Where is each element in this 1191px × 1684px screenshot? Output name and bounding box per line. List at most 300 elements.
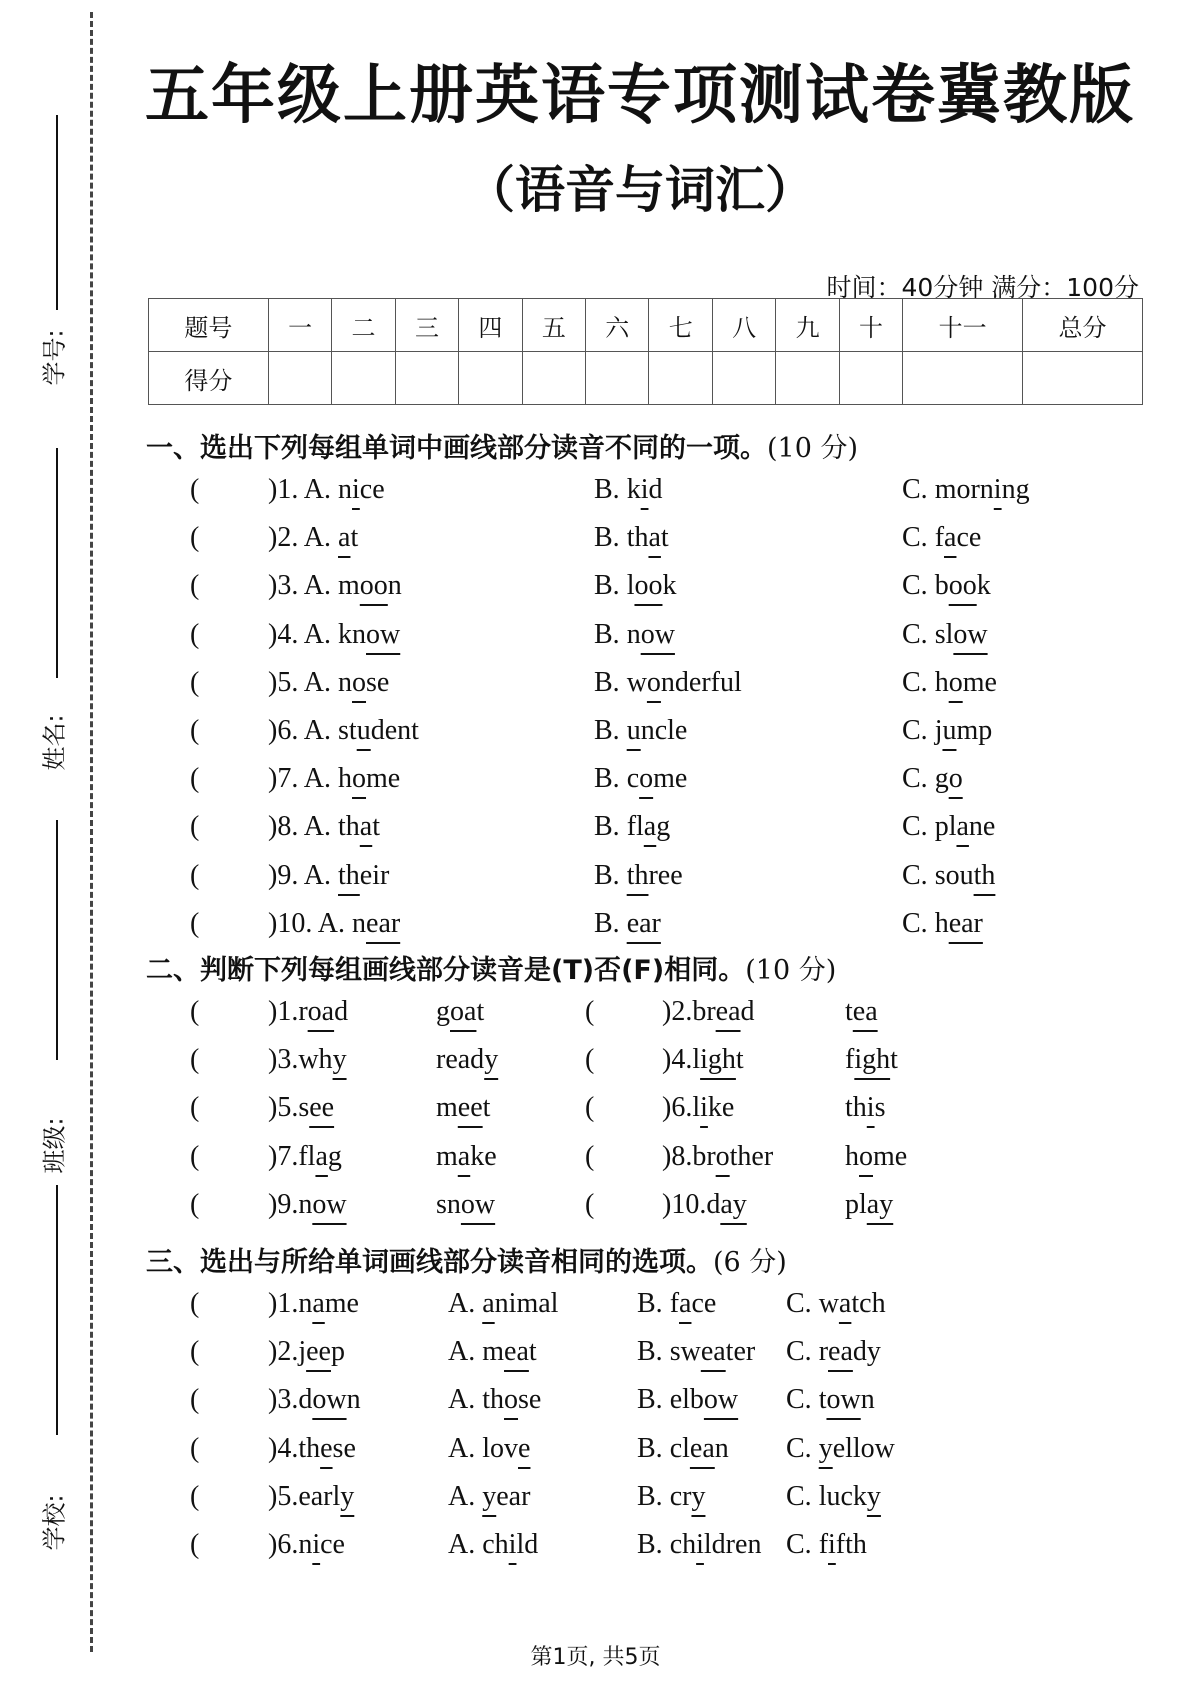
score-cell[interactable] — [903, 352, 1023, 405]
word: C. home — [902, 666, 997, 698]
score-table-header-row — [149, 299, 1143, 352]
word: down — [298, 1384, 361, 1416]
underlined-part: ea — [828, 1336, 853, 1368]
question-number: )1.road — [268, 996, 349, 1027]
word: A. nose — [303, 666, 390, 698]
underlined-part: a — [338, 522, 351, 554]
answer-blank[interactable]: ( — [190, 1140, 200, 1172]
word: make — [436, 1140, 497, 1172]
answer-blank[interactable]: ( — [190, 811, 200, 843]
question-number: )10. A. near — [268, 907, 401, 939]
option-letter: C. — [902, 522, 935, 554]
word: B. flag — [594, 811, 671, 843]
option-letter: A. — [303, 811, 339, 843]
underlined-part: y — [340, 1480, 355, 1512]
question-number: )5.early — [268, 1480, 355, 1512]
compare-word — [436, 1141, 497, 1173]
score-column-header: 十一 — [903, 299, 1023, 352]
underlined-part: a — [648, 522, 661, 554]
word: A. animal — [448, 1288, 559, 1319]
underlined-part: ea — [715, 996, 741, 1027]
word: tea — [845, 996, 878, 1027]
option-letter: C. — [786, 1432, 819, 1464]
option-letter: C. — [786, 1384, 819, 1416]
word: A. know — [303, 618, 401, 650]
underlined-part: y — [482, 1480, 497, 1512]
answer-blank[interactable]: ( — [190, 996, 200, 1027]
side-field-label: 学校: — [40, 1494, 69, 1551]
underlined-part: i — [993, 474, 1002, 505]
question-number: )8.brother — [662, 1140, 774, 1172]
option-letter: C. — [786, 1529, 819, 1560]
word: B. look — [594, 570, 677, 602]
fill-in-line[interactable] — [56, 115, 58, 310]
option-b — [594, 619, 675, 651]
score-column-header: 十 — [839, 299, 902, 352]
word: home — [845, 1140, 908, 1172]
question-number: )9.now — [268, 1188, 347, 1220]
question-number: )6. A. student — [268, 715, 419, 746]
score-cell[interactable] — [268, 352, 331, 405]
option-letter: B. — [637, 1336, 670, 1368]
word: day — [706, 1188, 747, 1220]
option-letter: B. — [637, 1288, 670, 1319]
word: C. book — [902, 570, 991, 602]
answer-blank[interactable]: ( — [190, 474, 200, 505]
option-letter: B. — [594, 522, 627, 554]
section-points: (10 分) — [745, 955, 837, 986]
question-number: )5.see — [268, 1092, 335, 1124]
word: play — [845, 1188, 894, 1220]
option-letter: A. — [303, 570, 339, 602]
option-letter: A. — [448, 1288, 483, 1319]
word: C. face — [902, 522, 982, 554]
word: C. south — [902, 859, 996, 891]
option-b — [594, 715, 687, 747]
fill-in-line[interactable] — [56, 448, 58, 678]
side-field-label: 班级: — [40, 1117, 69, 1174]
score-cell[interactable] — [1023, 352, 1143, 405]
underlined-part: u — [356, 715, 371, 746]
score-header-label: 题号 — [149, 299, 269, 352]
option-c — [786, 1288, 886, 1320]
answer-blank[interactable]: ( — [190, 1044, 200, 1076]
word: B. come — [594, 763, 688, 795]
option-letter: B. — [637, 1384, 670, 1416]
score-cell[interactable] — [586, 352, 649, 405]
question-number: )8. A. that — [268, 811, 381, 843]
answer-blank[interactable]: ( — [585, 1140, 595, 1172]
underlined-part: ear — [948, 907, 983, 939]
underlined-part: o — [646, 666, 661, 698]
word: ready — [436, 1044, 499, 1076]
answer-blank[interactable]: ( — [190, 1480, 200, 1512]
question-number: )5. A. nose — [268, 666, 390, 698]
word: A. near — [317, 907, 401, 939]
word: A. love — [448, 1432, 531, 1464]
page-subtitle: （语音与词汇） — [465, 161, 815, 219]
underlined-part: oa — [450, 996, 477, 1027]
underlined-part: a — [315, 1140, 328, 1172]
question-number: )2. A. at — [268, 522, 359, 554]
answer-blank[interactable]: ( — [190, 1529, 200, 1560]
side-field-label: 姓名: — [40, 714, 69, 771]
word: C. lucky — [786, 1480, 881, 1512]
word: A. student — [303, 715, 419, 746]
word: A. home — [303, 763, 401, 795]
underlined-part: th — [973, 859, 996, 891]
answer-blank[interactable]: ( — [190, 618, 200, 650]
word: now — [298, 1188, 347, 1220]
option-letter: A. — [448, 1529, 483, 1560]
word: C. morning — [902, 474, 1030, 505]
word: C. yellow — [786, 1432, 895, 1464]
option-b — [637, 1384, 738, 1416]
question-number: )9. A. their — [268, 859, 390, 891]
word: brother — [692, 1140, 774, 1172]
option-letter: B. — [594, 859, 627, 891]
score-column-header: 三 — [395, 299, 458, 352]
score-cell[interactable] — [776, 352, 839, 405]
underlined-part: o — [948, 763, 963, 795]
answer-blank[interactable]: ( — [190, 1288, 200, 1319]
word: C. plane — [902, 811, 996, 843]
option-letter: A. — [303, 666, 339, 698]
underlined-part: a — [359, 811, 373, 843]
word: meet — [436, 1092, 491, 1124]
option-letter: A. — [303, 715, 339, 746]
word: A. moon — [303, 570, 402, 602]
underlined-part: ow — [312, 1188, 347, 1220]
underlined-part: ee — [309, 1092, 335, 1124]
question-number: )4.these — [268, 1432, 356, 1464]
question-number: )1. A. nice — [268, 474, 385, 505]
answer-blank[interactable]: ( — [190, 1336, 200, 1368]
answer-blank[interactable]: ( — [585, 1188, 595, 1220]
score-cell[interactable] — [839, 352, 902, 405]
compare-word — [845, 996, 878, 1028]
underlined-part: ear — [626, 907, 661, 939]
option-letter: B. — [594, 763, 627, 795]
score-cell[interactable] — [712, 352, 775, 405]
underlined-part: ea — [689, 1432, 715, 1464]
option-c — [786, 1384, 875, 1416]
underlined-part: y — [484, 1044, 499, 1076]
word — [594, 908, 661, 939]
option-letter: C. — [902, 907, 935, 939]
score-column-header: 七 — [649, 299, 712, 352]
option-letter: C. — [902, 474, 935, 505]
score-cell[interactable] — [459, 352, 522, 405]
option-letter: A. — [303, 859, 339, 891]
section-title: 一、选出下列每组单词中画线部分读音不同的一项。(10 分) — [146, 433, 859, 464]
section-points: (6 分) — [713, 1247, 787, 1278]
word: A. meat — [448, 1336, 537, 1368]
option-a — [448, 1336, 537, 1368]
option-b — [637, 1288, 716, 1320]
question-number: )7.flag — [268, 1140, 342, 1172]
compare-word — [436, 1189, 495, 1221]
underlined-part: th — [338, 859, 360, 891]
word: fight — [845, 1044, 898, 1076]
underlined-part: ea — [852, 996, 878, 1027]
side-field-label: 学号: — [40, 329, 69, 386]
answer-blank[interactable]: ( — [190, 907, 200, 939]
option-letter: B. — [594, 907, 627, 939]
option-letter: B. — [594, 570, 627, 602]
option-letter: A. — [448, 1432, 483, 1464]
underlined-part: o — [639, 763, 654, 795]
score-cell[interactable] — [395, 352, 458, 405]
underlined-part: a — [944, 522, 957, 554]
question-number: )2.bread — [662, 996, 755, 1027]
option-c — [786, 1336, 881, 1368]
underlined-part: ow — [953, 618, 988, 650]
question-number: )2.jeep — [268, 1336, 345, 1368]
compare-word — [436, 1092, 490, 1124]
option-c — [786, 1433, 895, 1465]
word: nice — [298, 1529, 345, 1560]
underlined-part: a — [643, 811, 657, 843]
option-letter: B. — [594, 811, 627, 843]
word: B. that — [594, 522, 669, 554]
underlined-part: o — [859, 1140, 873, 1172]
word: B. sweater — [637, 1336, 756, 1368]
question-number: )6.nice — [268, 1529, 345, 1560]
option-letter: A. — [317, 907, 353, 939]
option-b — [637, 1336, 755, 1368]
option-b — [594, 908, 661, 940]
underlined-part: ea — [504, 1336, 529, 1368]
answer-blank[interactable]: ( — [190, 715, 200, 746]
underlined-part: oa — [307, 996, 335, 1027]
option-b — [594, 860, 683, 892]
score-cell[interactable] — [649, 352, 712, 405]
option-letter: C. — [786, 1480, 819, 1512]
word: A. those — [448, 1384, 542, 1416]
word: A. their — [303, 859, 390, 891]
time-and-score-info: 时间：40分钟 满分：100分 — [826, 273, 1139, 302]
option-c — [902, 474, 1030, 506]
section-title: 二、判断下列每组画线部分读音是(T)否(F)相同。(10 分) — [146, 955, 837, 986]
option-a — [448, 1529, 538, 1561]
underlined-part: i — [508, 1529, 517, 1560]
underlined-part: u — [942, 715, 957, 746]
underlined-part: ow — [640, 618, 675, 650]
compare-word — [436, 996, 484, 1028]
question-number: )4. A. know — [268, 618, 401, 650]
word: B. three — [594, 859, 683, 891]
word: see — [298, 1092, 335, 1124]
binding-dashed-line — [90, 12, 93, 1652]
underlined-part: u — [626, 715, 641, 746]
underlined-part: oo — [634, 570, 663, 602]
underlined-part: o — [504, 1384, 519, 1416]
underlined-part: y — [332, 1044, 347, 1076]
option-letter: C. — [902, 715, 935, 746]
question-number: )4.light — [662, 1044, 744, 1076]
word: this — [845, 1092, 886, 1124]
option-letter: A. — [448, 1384, 483, 1416]
option-c — [902, 811, 995, 843]
underlined-part: ow — [366, 618, 401, 650]
underlined-part: ow — [826, 1384, 861, 1416]
compare-word — [436, 1044, 498, 1076]
underlined-part: ow — [703, 1384, 739, 1416]
word: flag — [298, 1140, 342, 1172]
word: road — [298, 996, 349, 1027]
option-letter: C. — [786, 1336, 819, 1368]
underlined-part: y — [866, 1480, 881, 1512]
word: C. go — [902, 763, 963, 795]
word: A. nice — [303, 474, 385, 505]
question-number: )10.day — [662, 1188, 747, 1220]
answer-blank[interactable]: ( — [585, 1092, 595, 1124]
underlined-part: igh — [700, 1044, 736, 1076]
score-column-header: 二 — [332, 299, 395, 352]
word: like — [692, 1092, 735, 1124]
score-table-score-row — [149, 352, 1143, 405]
option-c — [902, 619, 988, 651]
underlined-part: e — [518, 1432, 531, 1464]
underlined-part: ee — [457, 1092, 483, 1124]
option-c — [786, 1481, 881, 1513]
section-title: 三、选出与所给单词画线部分读音相同的选项。(6 分) — [146, 1247, 787, 1278]
compare-word — [845, 1044, 898, 1076]
word: bread — [692, 996, 755, 1027]
option-c — [902, 570, 991, 602]
option-letter: C. — [902, 859, 935, 891]
answer-blank[interactable]: ( — [190, 522, 200, 554]
underlined-part: i — [640, 474, 649, 505]
option-a — [448, 1433, 530, 1465]
option-b — [637, 1433, 729, 1465]
word: B. face — [637, 1288, 717, 1319]
question-number: )7. A. home — [268, 763, 401, 795]
underlined-part: i — [696, 1529, 704, 1560]
underlined-part: oo — [948, 570, 977, 602]
compare-word — [845, 1189, 893, 1221]
option-letter: B. — [594, 666, 627, 698]
option-letter: A. — [448, 1336, 483, 1368]
word: C. watch — [786, 1288, 886, 1319]
option-a — [448, 1481, 530, 1513]
option-letter: B. — [637, 1480, 670, 1512]
word: C. slow — [902, 618, 988, 650]
underlined-part: i — [866, 1092, 875, 1124]
word: B. cry — [637, 1480, 706, 1512]
answer-blank[interactable]: ( — [585, 1044, 595, 1076]
underlined-part: i — [352, 474, 360, 505]
option-c — [902, 522, 981, 554]
score-table — [148, 298, 1143, 405]
score-column-header: 五 — [522, 299, 585, 352]
word: name — [298, 1288, 359, 1319]
option-letter: A. — [303, 763, 339, 795]
score-column-header: 四 — [459, 299, 522, 352]
fill-in-line[interactable] — [56, 1185, 58, 1435]
option-b — [637, 1481, 705, 1513]
fill-in-line[interactable] — [56, 820, 58, 1060]
underlined-part: i — [700, 1092, 708, 1124]
question-number: )3. A. moon — [268, 570, 402, 602]
option-b — [594, 811, 670, 843]
question-number: )3.why — [268, 1044, 347, 1076]
score-row-label: 得分 — [149, 352, 269, 405]
underlined-part: o — [352, 763, 367, 795]
word: A. year — [448, 1480, 531, 1512]
score-column-header: 九 — [776, 299, 839, 352]
underlined-part: e — [320, 1432, 333, 1464]
option-letter: C. — [786, 1288, 819, 1319]
word: goat — [436, 996, 485, 1027]
underlined-part: a — [679, 1288, 692, 1319]
answer-blank[interactable]: ( — [190, 1188, 200, 1220]
option-a — [448, 1384, 541, 1416]
option-letter: A. — [448, 1480, 483, 1512]
option-b — [594, 763, 687, 795]
option-b — [594, 522, 669, 554]
word: B. uncle — [594, 715, 688, 746]
section-points: (10 分) — [767, 433, 859, 464]
answer-blank[interactable]: ( — [190, 763, 200, 795]
answer-blank[interactable]: ( — [190, 1432, 200, 1464]
score-column-header: 六 — [586, 299, 649, 352]
option-b — [594, 667, 742, 699]
option-c — [902, 715, 992, 747]
underlined-part: o — [352, 666, 367, 698]
option-letter: C. — [902, 811, 935, 843]
option-letter: A. — [303, 618, 339, 650]
option-letter: C. — [902, 618, 935, 650]
word: C. jump — [902, 715, 993, 746]
word: early — [298, 1480, 355, 1512]
underlined-part: igh — [854, 1044, 891, 1076]
underlined-part: a — [312, 1288, 325, 1319]
underlined-part: i — [828, 1529, 836, 1560]
word: B. wonderful — [594, 666, 742, 698]
option-c — [902, 860, 995, 892]
option-c — [902, 908, 983, 940]
option-b — [594, 570, 676, 602]
score-cell[interactable] — [332, 352, 395, 405]
word: B. children — [637, 1529, 762, 1560]
question-number: )6.like — [662, 1092, 735, 1124]
answer-blank[interactable]: ( — [190, 859, 200, 891]
word: A. at — [303, 522, 359, 554]
option-b — [637, 1529, 761, 1561]
word: C. ready — [786, 1336, 881, 1368]
option-letter: A. — [303, 522, 339, 554]
word: B. kid — [594, 474, 663, 505]
answer-blank[interactable]: ( — [190, 570, 200, 602]
answer-blank[interactable]: ( — [585, 996, 595, 1027]
underlined-part: o — [948, 666, 963, 698]
word: C. fifth — [786, 1529, 867, 1560]
underlined-part: ea — [700, 1336, 726, 1368]
word: light — [692, 1044, 744, 1076]
answer-blank[interactable]: ( — [190, 1384, 200, 1416]
underlined-part: a — [838, 1288, 852, 1319]
option-letter: C. — [902, 763, 935, 795]
answer-blank[interactable]: ( — [190, 1092, 200, 1124]
compare-word — [845, 1092, 885, 1124]
option-letter: C. — [902, 570, 935, 602]
answer-blank[interactable]: ( — [190, 666, 200, 698]
word: A. that — [303, 811, 381, 843]
option-letter: B. — [594, 618, 627, 650]
score-cell[interactable] — [522, 352, 585, 405]
